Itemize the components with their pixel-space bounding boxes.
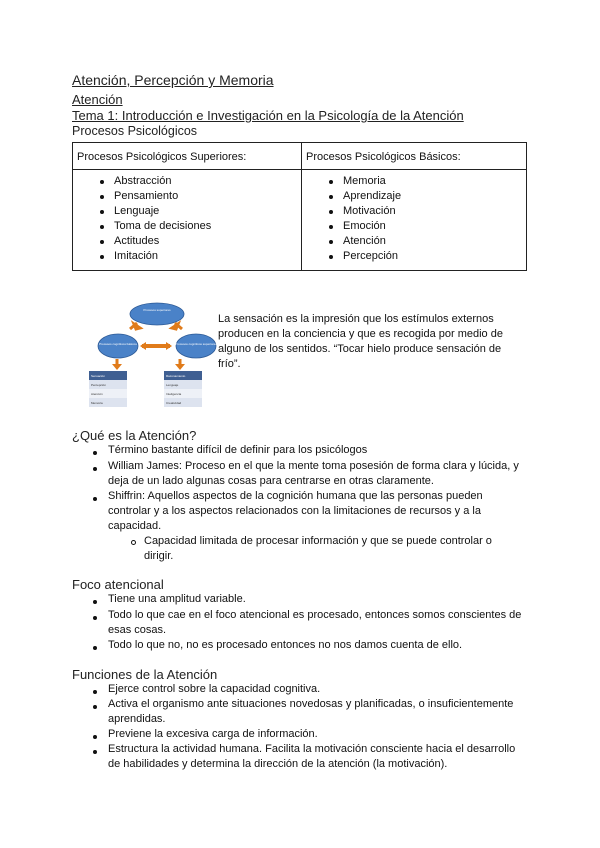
left-list-item: Percepción — [91, 383, 107, 387]
processes-table — [72, 142, 527, 271]
list-item: Emoción — [306, 219, 522, 234]
bullet-text: Activa el organismo ante situaciones novedosas y planificadas, o insuficientemente — [108, 698, 514, 710]
bullet-icon — [93, 616, 97, 620]
topic-heading: Tema 1: Introducción e Investigación en la Psicología de la Atención — [72, 108, 464, 123]
arrow-icon — [130, 323, 140, 329]
bullet-text: William James: Proceso en el que la mente toma posesión de forma clara y lúcida, y — [108, 460, 519, 472]
cell-basicos — [302, 170, 527, 271]
bullet-text: aprendidas. — [108, 713, 166, 725]
list-item: Abstracción — [77, 174, 297, 189]
bullet-icon — [93, 735, 97, 739]
list-item: Memoria — [306, 174, 522, 189]
sensacion-line: La sensación es la impresión que los estímulos externos — [218, 313, 494, 325]
diagram-left-ellipse — [98, 334, 138, 358]
bullet-icon — [93, 451, 97, 455]
bullet-text: Término bastante difícil de definir para los psicólogos — [108, 444, 368, 456]
list-item: Pensamiento — [77, 189, 297, 204]
bullet-icon — [93, 497, 97, 501]
bullet-text: de habilidades y determina la dirección de la atención (la motivación). — [108, 758, 448, 770]
subtitle: Procesos Psicológicos — [72, 124, 198, 138]
bullet-icon — [93, 600, 97, 604]
que-es-heading: ¿Qué es la Atención? — [72, 428, 197, 443]
right-list-item: Inteligencia — [166, 392, 182, 396]
right-list-item: Lenguaje — [166, 383, 179, 387]
bullet-icon — [93, 467, 97, 471]
bullet-text: deja de un lado algunas cosas para centrarse en otras claramente. — [108, 475, 434, 487]
diagram-right-ellipse — [176, 334, 216, 358]
left-list-item: Sensación — [91, 374, 106, 378]
list-item: Toma de decisiones — [77, 219, 297, 234]
list-item: Actitudes — [77, 234, 297, 249]
sub-bullet-icon — [131, 540, 136, 545]
list-item: Motivación — [306, 204, 522, 219]
processes-diagram — [91, 298, 217, 418]
sub-bullet-text: Capacidad limitada de procesar información y que se puede controlar o — [144, 535, 492, 547]
list-item: Percepción — [306, 249, 522, 264]
diagram-top-ellipse — [130, 303, 184, 325]
list-item: Atención — [306, 234, 522, 249]
arrow-icon — [172, 323, 182, 329]
table-row — [73, 170, 527, 271]
sensacion-line: frío”. — [218, 358, 241, 370]
list-item: Lenguaje — [77, 204, 297, 219]
bullet-text: controlar y a los aspectos relacionados con la limitaciones de recursos y a la — [108, 505, 481, 517]
bullet-icon — [93, 705, 97, 709]
sensacion-line: alguno de los sentidos. “Tocar hielo produce sensación de — [218, 343, 502, 355]
sub-bullet-text: dirigir. — [144, 550, 174, 562]
down-arrow-head-icon — [175, 364, 185, 370]
left-list-item: Memoria — [91, 401, 103, 405]
right-list-item: Razonamiento — [166, 374, 186, 378]
header-superiores: Procesos Psicológicos Superiores: — [73, 143, 302, 170]
bullet-text: Todo lo que cae en el foco atencional es procesado, entonces somos conscientes de — [108, 609, 522, 621]
diagram-left-label: Procesos cognitivos básicos — [99, 342, 137, 346]
list-item: Aprendizaje — [306, 189, 522, 204]
right-list-item: Creatividad — [166, 401, 182, 405]
header-basicos: Procesos Psicológicos Básicos: — [302, 143, 527, 170]
bullet-text: Todo lo que no, no es procesado entonces no nos damos cuenta de ello. — [108, 639, 463, 651]
table-header-row — [73, 143, 527, 170]
bullet-text: esas cosas. — [108, 624, 167, 636]
down-arrow-head-icon — [112, 364, 122, 370]
foco-heading: Foco atencional — [72, 577, 164, 592]
sensacion-line: producen en la conciencia y que es recogida por medio de — [218, 328, 503, 340]
bullet-text: Ejerce control sobre la capacidad cognitiva. — [108, 683, 321, 695]
diagram-right-label: Procesos cognitivos superiores — [175, 342, 217, 346]
funciones-heading: Funciones de la Atención — [72, 667, 218, 682]
cell-superiores — [73, 170, 302, 271]
bullet-text: Tiene una amplitud variable. — [108, 593, 246, 605]
bullet-text: Previene la excesiva carga de información. — [108, 728, 318, 740]
doc-title: Atención, Percepción y Memoria — [72, 72, 274, 88]
section-heading: Atención — [72, 92, 123, 107]
bullet-text: capacidad. — [108, 520, 162, 532]
left-list-item: Atención — [91, 392, 103, 396]
bullet-icon — [93, 646, 97, 650]
list-item: Imitación — [77, 249, 297, 264]
diagram-top-label: Procesos superiores — [143, 308, 171, 312]
bullet-text: Shiffrin: Aquellos aspectos de la cognición humana que las personas pueden — [108, 490, 483, 502]
bullet-text: Estructura la actividad humana. Facilita la motivación consciente hacia el desarrollo — [108, 743, 516, 755]
bullet-icon — [93, 750, 97, 754]
bullet-icon — [93, 690, 97, 694]
